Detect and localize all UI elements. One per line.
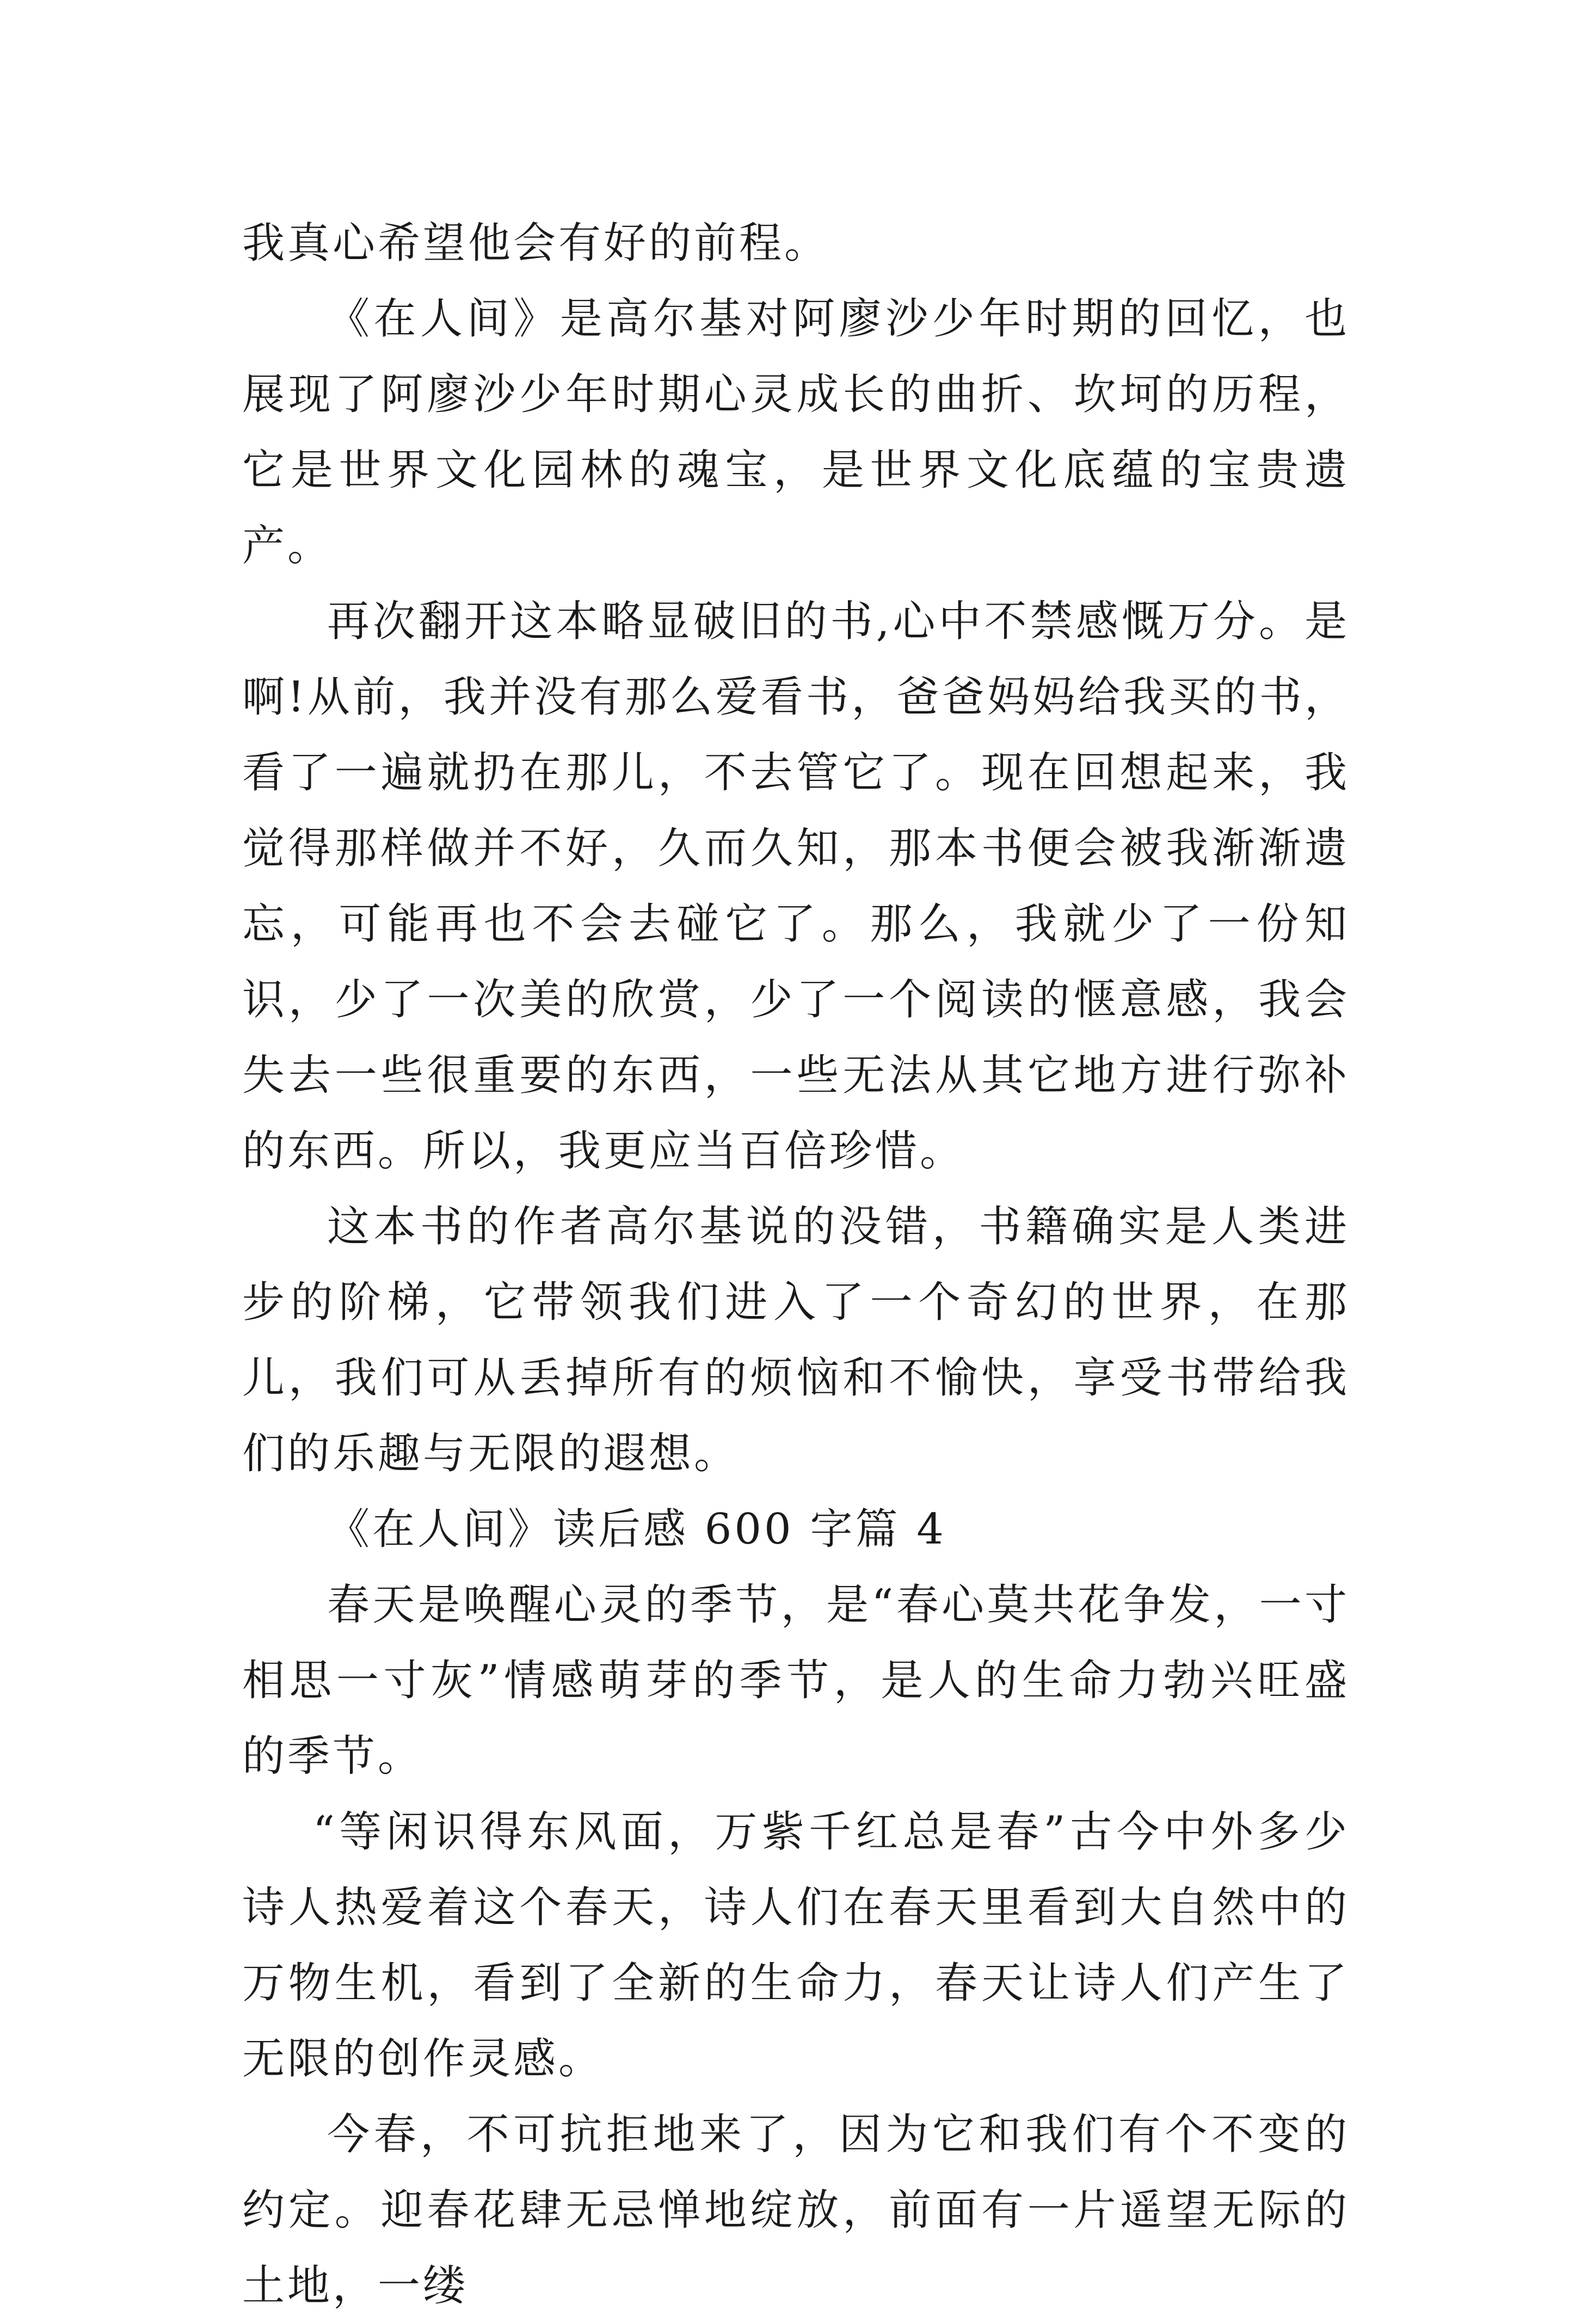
paragraph: “等闲识得东风面，万紫千红总是春”古今中外多少诗人热爱着这个春天，诗人们在春天里看到大自然中的万物生机，看到了全新的生命力，春天让诗人们产生了无限的创作灵感。: [242, 1807, 1350, 2083]
paragraph: 再次翻开这本略显破旧的书,心中不禁感慨万分。是啊!从前，我并没有那么爱看书，爸爸妈妈给我买的书，看了一遍就扔在那儿，不去管它了。现在回想起来，我觉得那样做并不好，久而久知，那本书便会被我渐渐遗忘，可能再也不会去碰它了。那么，我就少了一份知识，少了一次美的欣赏，少了一个阅读的惬意感，我会失去一些很重要的东西，一些无法从其它地方进行弥补的东西。所以，我更应当百倍珍惜。: [242, 597, 1350, 1176]
paragraph: 《在人间》是高尔基对阿廖沙少年时期的回忆，也展现了阿廖沙少年时期心灵成长的曲折、坎坷的历程，它是世界文化园林的魂宝，是世界文化底蕴的宝贵遗产。: [242, 294, 1350, 570]
paragraph: 我真心希望他会有好的前程。: [242, 219, 830, 268]
paragraph: 今春，不可抗拒地来了，因为它和我们有个不变的约定。迎春花肆无忌惮地绽放，前面有一片遥望无际的土地，一缕: [242, 2110, 1350, 2310]
document-body: [242, 206, 1350, 2324]
section-heading: 《在人间》读后感 600 字篇 4: [327, 1505, 946, 1554]
paragraph: 春天是唤醒心灵的季节，是“春心莫共花争发，一寸相思一寸灰”情感萌芽的季节，是人的生命力勃兴旺盛的季节。: [242, 1581, 1350, 1781]
paragraph: 这本书的作者高尔基说的没错，书籍确实是人类进步的阶梯，它带领我们进入了一个奇幻的世界，在那儿，我们可从丢掉所有的烦恼和不愉快，享受书带给我们的乐趣与无限的遐想。: [242, 1202, 1350, 1478]
